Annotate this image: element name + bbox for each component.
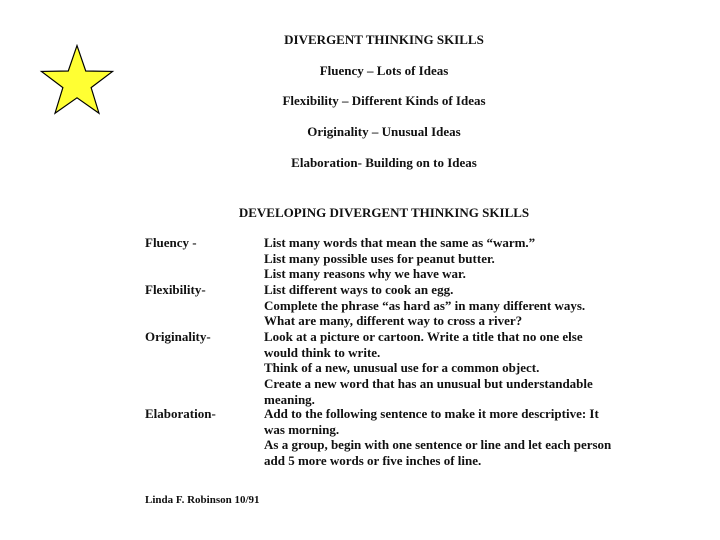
activity-line: Look at a picture or cartoon. Write a title that no one else: [264, 329, 583, 344]
page-title: DIVERGENT THINKING SKILLS: [284, 32, 484, 47]
skill-label-originality: Originality-: [145, 329, 211, 344]
activity-line: As a group, begin with one sentence or line and let each person: [264, 437, 612, 453]
definition-originality: Originality – Unusual Ideas: [307, 124, 461, 139]
activity-line: Add to the following sentence to make it more descriptive: It: [264, 406, 599, 421]
activity-line: List many words that mean the same as “warm.”: [264, 235, 536, 250]
activity-line: List many possible uses for peanut butter.: [264, 250, 495, 266]
activity-line: What are many, different way to cross a river?: [264, 313, 523, 329]
activity-line: add 5 more words or five inches of line.: [264, 453, 482, 469]
definition-flexibility: Flexibility – Different Kinds of Ideas: [282, 93, 486, 108]
author-credit: Linda F. Robinson 10/91: [145, 494, 260, 506]
definition-elaboration: Elaboration- Building on to Ideas: [291, 155, 477, 170]
skill-activities-fluency: [264, 235, 535, 282]
definition-fluency: Fluency – Lots of Ideas: [319, 63, 449, 78]
activity-line: meaning.: [264, 391, 315, 407]
activity-line: Create a new word that has an unusual but understandable: [264, 376, 593, 392]
skill-activities-flexibility: [264, 282, 585, 329]
activity-line: was morning.: [264, 421, 340, 437]
skill-activities-originality: [264, 329, 593, 407]
skill-label-fluency: Fluency -: [145, 235, 197, 250]
activity-line: Complete the phrase “as hard as” in many different ways.: [264, 297, 586, 313]
skill-label-flexibility: Flexibility-: [145, 282, 206, 297]
activity-line: List different ways to cook an egg.: [264, 282, 454, 297]
activity-line: Think of a new, unusual use for a common object.: [264, 360, 540, 376]
section-title: DEVELOPING DIVERGENT THINKING SKILLS: [238, 205, 530, 220]
skill-activities-elaboration: [264, 406, 611, 469]
star-icon: [38, 44, 116, 122]
activity-line: would think to write.: [264, 344, 381, 360]
activity-line: List many reasons why we have war.: [264, 266, 466, 282]
skill-label-elaboration: Elaboration-: [145, 406, 216, 421]
